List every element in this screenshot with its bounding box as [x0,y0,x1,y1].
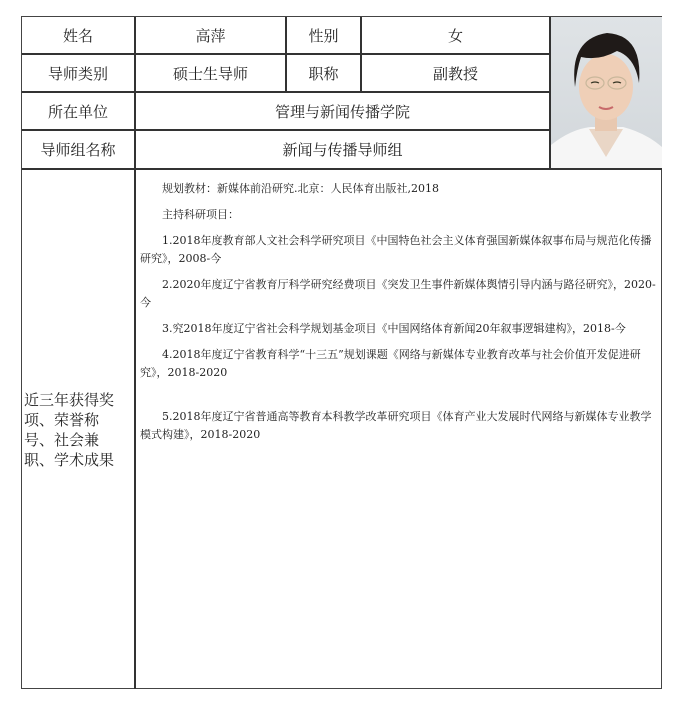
title-label: 职称 [308,64,339,83]
paragraph-projects-heading: 主持科研项目： [162,208,239,221]
gender-value: 女 [447,26,463,45]
group-label: 导师组名称 [40,141,116,159]
paragraph-project-4: 4.2018年度辽宁省教育科学“十三五”规划课题《网络与新媒体专业教育改革与社会价值开发促进研究》，2018-2020 [140,348,641,379]
tutor-type-label: 导师类别 [47,64,108,83]
group-value: 新闻与传播导师组 [282,141,403,159]
unit-value: 管理与新闻传播学院 [274,102,410,121]
achievements-label [22,170,135,689]
gender-label: 性别 [308,26,339,45]
paragraph-project-2: 2.2020年度辽宁省教育厅科学研究经费项目《突发卫生事件新媒体舆情引导内涵与路径研究》，2020-今 [140,278,656,309]
unit-label: 所在单位 [47,102,108,121]
tutor-info-table [21,16,662,689]
name-value: 高萍 [195,26,226,45]
tutor-type-value: 硕士生导师 [172,64,248,83]
title-value: 副教授 [432,64,478,83]
paragraph-project-5: 5.2018年度辽宁省普通高等教育本科教学改革研究项目《体育产业大发展时代网络与新媒体专业教学模式构建》，2018-2020 [140,410,652,441]
portrait-illustration [551,17,662,168]
paragraph-project-1: 1.2018年度教育部人文社会科学研究项目《中国特色社会主义体育强国新媒体叙事布局与规范化传播研究》，2008-今 [140,234,652,265]
portrait-photo [551,17,662,168]
achievements-label-text: 近三年获得奖项、荣誉称号、社会兼职、学术成果 [24,390,115,469]
paragraph-textbook: 规划教材：新媒体前沿研究.北京：人民体育出版社,2018 [162,182,439,195]
name-label: 姓名 [62,26,93,45]
paragraph-project-3: 3.究2018年度辽宁省社会科学规划基金项目《中国网络体育新闻20年叙事逻辑建构》，2018-今 [162,322,626,335]
achievements-content [136,170,662,689]
